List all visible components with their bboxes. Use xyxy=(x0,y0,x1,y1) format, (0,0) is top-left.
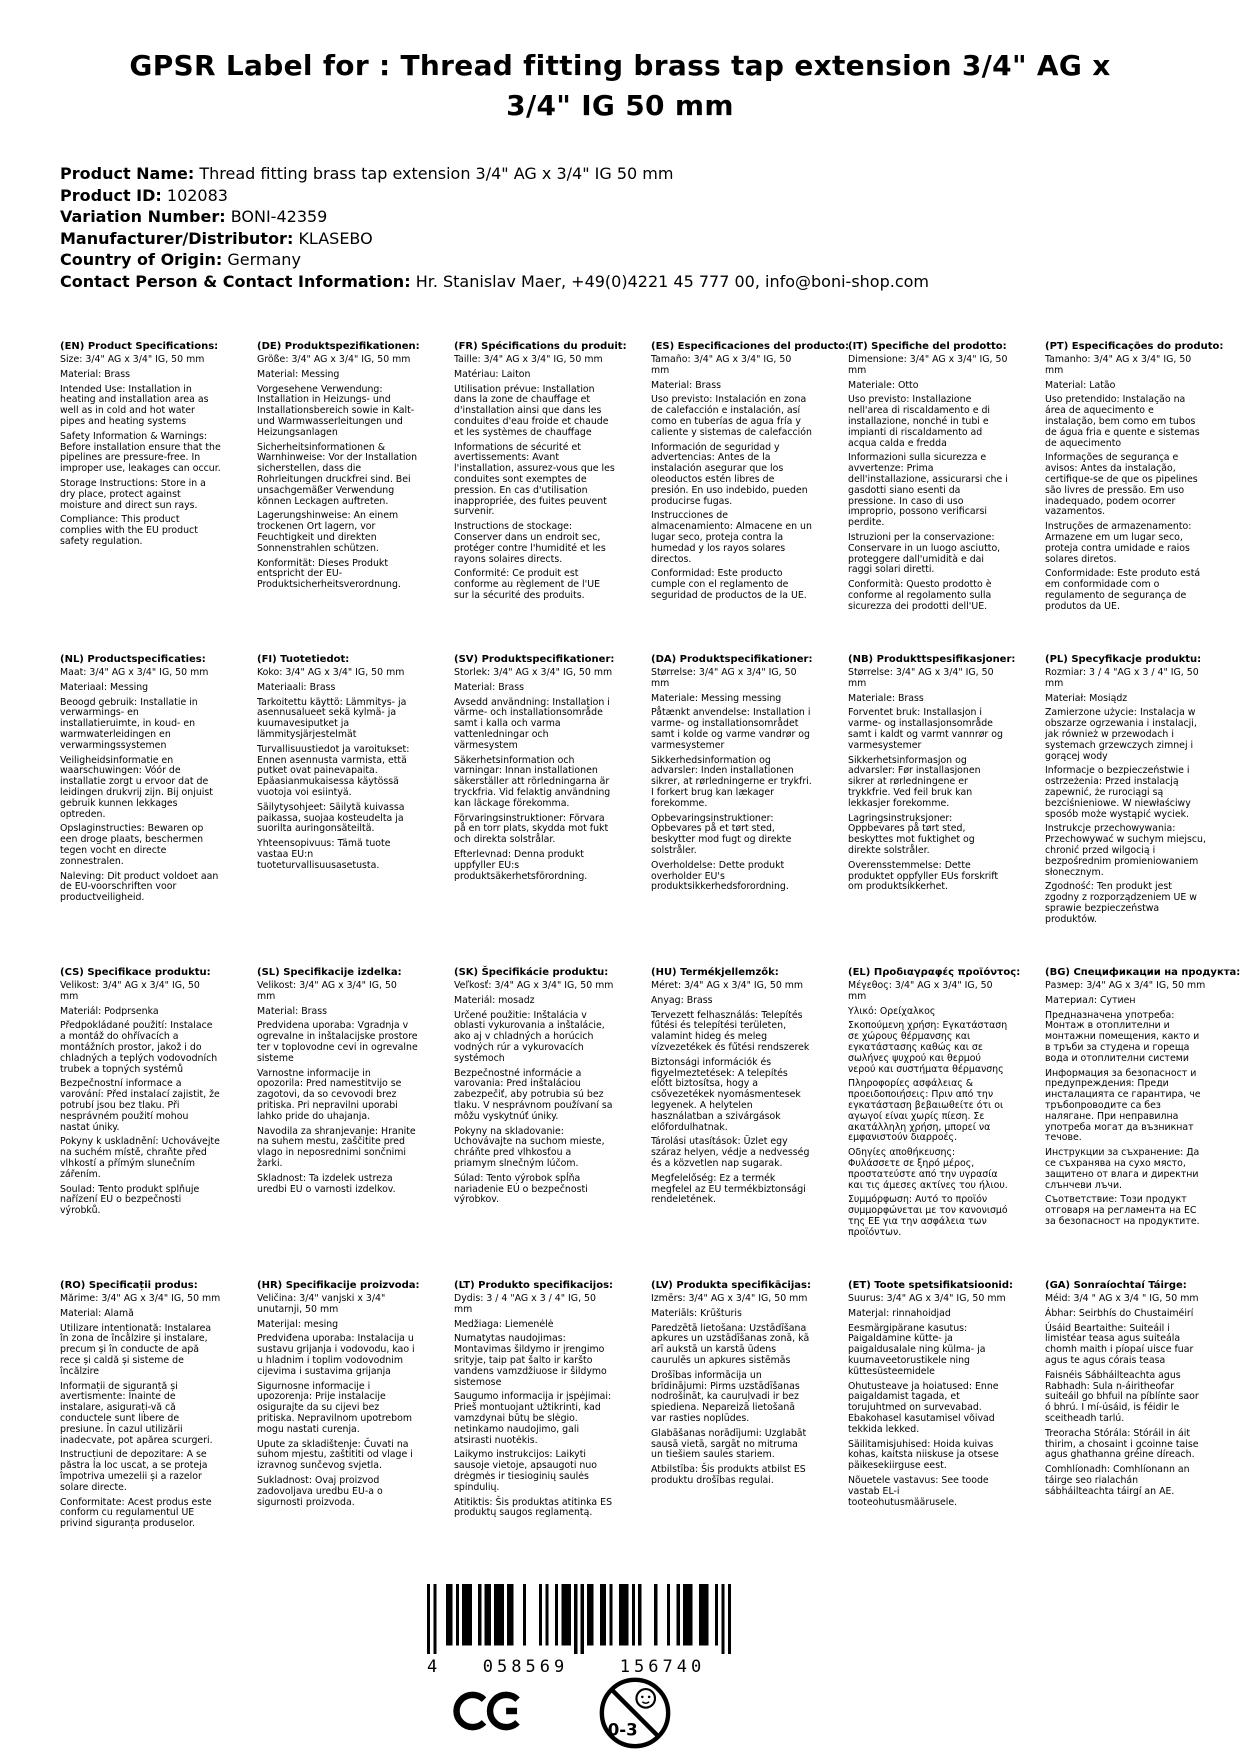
language-paragraph: Συμμόρφωση: Αυτό το προϊόν συμμορφώνεται με τον κανονισμό της ΕΕ για την ασφάλεια των προϊόντων. xyxy=(848,1194,1008,1238)
product-field-label: Contact Person & Contact Information: xyxy=(60,271,411,291)
barcode-digit-system: 4 xyxy=(427,1657,438,1677)
language-paragraph: Materijal: mesing xyxy=(257,1318,339,1330)
language-paragraph: Tárolási utasítások: Üzlet egy száraz helyen, védje a nedvesség és a közvetlen nap sugarak. xyxy=(651,1136,810,1169)
language-block xyxy=(454,654,637,886)
language-paragraph: Konformität: Dieses Produkt entspricht der EU-Produktsicherheitsverordnung. xyxy=(257,557,401,591)
language-paragraph: Pokyny na skladovanie: Uchovávajte na suchom mieste, chráňte pred vlhkosťou a priamym slnečným lúčom. xyxy=(454,1125,605,1169)
language-paragraph: Påtænkt anvendelse: Installation i varme- og installationsområdet samt i kolde og varme vandrør og varmesystemer xyxy=(651,707,811,751)
language-paragraph: Velikost: 3/4" AG x 3/4" IG, 50 mm xyxy=(257,980,397,1002)
language-paragraph: Avsedd användning: Installation i värme- och installationsområde samt i kalla och varma vattenledningar och värmesystem xyxy=(454,696,610,751)
product-field-value: Germany xyxy=(227,250,301,269)
barcode xyxy=(427,1584,731,1677)
language-paragraph: Säilitamisjuhised: Hoida kuivas kohas, kaitsta niiskuse ja otsese päikesekiirguse eest. xyxy=(848,1438,999,1472)
language-heading: (DE) Produktspezifikationen: xyxy=(257,341,420,352)
language-paragraph: Informazioni sulla sicurezza e avvertenze: Prima dell'installazione, assicurarsi che i gasdotti siano esenti da pressione. In caso di uso improprio, possono verificarsi perdite. xyxy=(848,452,1008,529)
language-paragraph: Material: Alamă xyxy=(60,1307,134,1319)
product-field-label: Country of Origin: xyxy=(60,250,223,269)
language-paragraph: Материал: Сутиен xyxy=(1045,994,1136,1006)
language-paragraph: Sikkerhetsinformasjon og advarsler: Før installasjonen sikrer at rørledningene er trykkfrie. Ved feil bruk kan lekkasjer forekomme. xyxy=(848,754,981,809)
language-paragraph: Größe: 3/4" AG x 3/4" IG, 50 mm xyxy=(257,354,411,365)
language-paragraph: Materiale: Brass xyxy=(848,692,924,704)
language-paragraph: Méret: 3/4" AG x 3/4" IG, 50 mm xyxy=(651,980,804,991)
product-field-value: 102083 xyxy=(166,185,228,205)
language-heading: (GA) Sonraíochtaí Táirge: xyxy=(1045,1280,1187,1291)
language-paragraph: Предназначена употреба: Монтаж в отоплителни и монтажни помещения, както и в тръби за студена и гореща вода и отоплителни системи xyxy=(1045,1009,1200,1064)
language-paragraph: Beoogd gebruik: Installatie in verwarmings- en installatieruimte, in koud- en warmwaterleidingen en verwarmingssystemen xyxy=(60,696,198,751)
language-paragraph: Turvallisuustiedot ja varoitukset: Ennen asennusta varmista, että putket ovat painevapaita. Epäasianmukaisessa käytössä vuotoja voi esiintyä. xyxy=(257,743,410,798)
product-field-value: Thread fitting brass tap extension 3/4" AG x 3/4" IG 50 mm xyxy=(199,164,674,183)
language-paragraph: Dydis: 3 / 4 "AG x 3 / 4" IG, 50 mm xyxy=(454,1293,596,1315)
language-paragraph: Dimensione: 3/4" AG x 3/4" IG, 50 mm xyxy=(848,354,1008,376)
language-paragraph: Velikost: 3/4" AG x 3/4" IG, 50 mm xyxy=(60,980,200,1002)
language-block xyxy=(257,341,440,595)
language-paragraph: Zgodność: Ten produkt jest zgodny z rozporządzeniem UE w sprawie bezpieczeństwa produktów. xyxy=(1045,881,1197,925)
language-heading: (ET) Toote spetsifikatsioonid: xyxy=(848,1280,1014,1291)
language-paragraph: Maat: 3/4" AG x 3/4" IG, 50 mm xyxy=(60,667,209,678)
barcode-digit-left-group: 058569 xyxy=(482,1657,569,1677)
language-paragraph: Comhlíonadh: Comhlíonann an táirge seo rialachán sábháilteachta táirgí an AE. xyxy=(1045,1464,1190,1497)
language-paragraph: Intended Use: Installation in heating and installation area as well as in cold and hot water pipes and heating systems xyxy=(60,383,209,427)
language-paragraph: Glabāšanas norādījumi: Uzglabāt sausā vietā, sargāt no mitruma un tiešiem saules stariem. xyxy=(651,1427,807,1461)
language-paragraph: Υλικό: Ορείχαλκος xyxy=(848,1005,936,1017)
language-paragraph: Размер: 3/4" AG x 3/4" IG, 50 mm xyxy=(1045,980,1206,991)
language-heading: (IT) Specifiche del prodotto: xyxy=(848,341,1007,352)
language-paragraph: Material: Messing xyxy=(257,368,340,380)
language-paragraph: Materiale: Messing messing xyxy=(651,692,782,704)
product-field-label: Product ID: xyxy=(60,185,162,205)
language-paragraph: Biztonsági információk és figyelmeztetések: A telepítés előtt biztosítsa, hogy a csővezetékek nyomásmentesek legyenek. A helytelen használatban a szivárgások előfordulhatnak. xyxy=(651,1056,801,1133)
language-paragraph: Overensstemmelse: Dette produktet oppfyller EUs forskrift om produktsikkerhet. xyxy=(848,859,999,893)
language-block xyxy=(257,1280,440,1512)
language-paragraph: Předpokládané použití: Instalace a montáž do ohřívacích a montážních prostor, jakož i do chladných a teplých vodovodních trubek a topných systémů xyxy=(60,1020,218,1075)
language-paragraph: Sikkerhedsinformation og advarsler: Inden installationen sikrer, at rørledningerne er trykfri. I forkert brug kan lækager forekomme. xyxy=(651,754,812,809)
language-block xyxy=(454,341,637,606)
language-paragraph: Matériau: Laiton xyxy=(454,368,531,380)
product-field xyxy=(60,185,1190,207)
language-heading: (EN) Product Specifications: xyxy=(60,341,219,352)
language-paragraph: Storage Instructions: Store in a dry place, protect against moisture and direct sun rays. xyxy=(60,477,206,511)
language-paragraph: Size: 3/4" AG x 3/4" IG, 50 mm xyxy=(60,354,205,365)
language-paragraph: Bezpečnostní informace a varování: Před instalací zajistit, že potrubí jsou bez tlaku. Při nesprávném použití mohou nastat úniky. xyxy=(60,1078,220,1133)
language-paragraph: Πληροφορίες ασφάλειας & προειδοποιήσεις: Πριν από την εγκατάσταση βεβαιωθείτε ότι οι αγωγοί είναι χωρίς πίεση. Σε ακατάλληλη χρήση, μπορεί να εμφανιστούν διαρροές. xyxy=(848,1078,1004,1144)
language-paragraph: Conformitate: Acest produs este conform cu regulamentul UE privind siguranța produselor. xyxy=(60,1496,212,1530)
language-paragraph: Medžiaga: Liemenėlė xyxy=(454,1318,554,1330)
language-heading: (LT) Produkto specifikacijos: xyxy=(454,1280,614,1291)
language-paragraph: Bezpečnostné informácie a varovania: Pred inštaláciou zabezpečiť, aby potrubia sú bez tlaku. V nesprávnom používaní sa môžu vyskytnúť úniky. xyxy=(454,1067,613,1122)
language-paragraph: Efterlevnad: Denna produkt uppfyller EU:s produktsäkerhetsförordning. xyxy=(454,848,588,882)
language-paragraph: Material: Brass xyxy=(257,1005,328,1017)
language-paragraph: Veličina: 3/4" vanjski x 3/4" unutarnji, 50 mm xyxy=(257,1293,386,1315)
language-paragraph: Numatytas naudojimas: Montavimas šildymo ir įrengimo srityje, taip pat šalto ir karšto vandens vamzdžiuose ir šildymo sistemose xyxy=(454,1333,607,1388)
language-paragraph: Instrukcje przechowywania: Przechowywać w suchym miejscu, chronić przed wilgocią i bezpośrednim promieniowaniem słonecznym. xyxy=(1045,823,1206,878)
language-paragraph: Materiaal: Messing xyxy=(60,681,149,693)
language-block xyxy=(848,654,1031,897)
language-paragraph: Material: Brass xyxy=(60,368,131,380)
language-paragraph: Material: Latão xyxy=(1045,379,1116,391)
language-paragraph: Информация за безопасност и предупреждения: Преди инсталацията се гарантира, че тръбопроводите са без налягане. При неправилна употреба могат да възникнат течове. xyxy=(1045,1067,1201,1144)
language-paragraph: Atbilstība: Šis produkts atbilst ES produktu drošības regulai. xyxy=(651,1464,806,1486)
language-paragraph: Lagringsinstruksjoner: Oppbevares på tørt sted, beskyttes mot fuktighet og direkte solstråler. xyxy=(848,812,975,856)
language-paragraph: Uso previsto: Instalación en zona de calefacción e instalación, así como en tuberías de agua fría y caliente y sistemas de calefacción xyxy=(651,394,812,438)
language-paragraph: Säkerhetsinformation och varningar: Innan installationen säkerställer att rörledningarna är tryckfria. Vid felaktig användning kan läckage förekomma. xyxy=(454,754,611,809)
language-paragraph: Predviđena uporaba: Instalacija u sustavu grijanja i vodovodu, kao i u hladnim i toplim vodovodnim cijevima i sustavima grijanja xyxy=(257,1333,415,1377)
language-heading: (ES) Especificaciones del producto: xyxy=(651,341,850,352)
product-field-value: KLASEBO xyxy=(298,228,373,248)
language-block xyxy=(848,967,1031,1243)
language-paragraph: Инструкции за съхранение: Да се съхранява на сухо място, защитено от влага и директни слънчеви лъчи. xyxy=(1045,1147,1200,1191)
language-paragraph: Drošības informācija un brīdinājumi: Pirms uzstādīšanas nodrošināt, ka cauruļvadi ir bez spiediena. Nepareizā lietošanā var rasties noplūdes. xyxy=(651,1369,800,1424)
language-heading: (FI) Tuotetiedot: xyxy=(257,654,350,665)
language-block xyxy=(60,1280,243,1534)
language-paragraph: Méid: 3/4 " AG x 3/4 " IG, 50 mm xyxy=(1045,1293,1199,1304)
language-paragraph: Suurus: 3/4" AG x 3/4" IG, 50 mm xyxy=(848,1293,1006,1304)
language-paragraph: Tervezett felhasználás: Telepítés fűtési és telepítési területen, valamint hideg és meleg vízvezetékek és fűtési rendszerek xyxy=(651,1009,810,1053)
language-paragraph: Instrucciones de almacenamiento: Almacene en un lugar seco, proteja contra la humedad y los rayos solares directos. xyxy=(651,510,812,565)
product-field-value: Hr. Stanislav Maer, +49(0)4221 45 777 00, info@boni-shop.com xyxy=(415,271,929,291)
language-paragraph: Materiál: Podprsenka xyxy=(60,1005,159,1017)
language-paragraph: Zamierzone użycie: Instalacja w obszarze ogrzewania i instalacji, jak również w przewodach i systemach grzewczych zimnej i gorącej wody xyxy=(1045,707,1197,762)
language-paragraph: Utilizare intenționată: Instalarea în zona de încălzire și instalare, precum și în conducte de apă rece și caldă și sisteme de încălzire xyxy=(60,1322,212,1377)
language-paragraph: Uso previsto: Installazione nell'area di riscaldamento e di installazione, nonché in tubi e impianti di riscaldamento ad acqua calda e fredda xyxy=(848,394,990,449)
language-paragraph: Säilytysohjeet: Säilytä kuivassa paikassa, suojaa kosteudelta ja suorilta auringonsäteiltä. xyxy=(257,801,405,835)
product-field xyxy=(60,228,1190,250)
language-heading: (SL) Specifikacije izdelka: xyxy=(257,967,402,978)
language-paragraph: Съответствие: Този продукт отговаря на регламента на ЕС за безопасност на продуктите. xyxy=(1045,1194,1200,1227)
language-block xyxy=(1045,341,1228,617)
product-info xyxy=(60,163,1190,292)
product-field-label: Product Name: xyxy=(60,164,195,183)
language-paragraph: Uso pretendido: Instalação na área de aquecimento e instalação, bem como em tubos de água fria e quente e sistemas de aquecimento xyxy=(1045,394,1200,449)
language-paragraph: Instruções de armazenamento: Armazene em um lugar seco, proteja contra umidade e raios solares diretos. xyxy=(1045,521,1192,565)
product-field xyxy=(60,249,1190,271)
product-field xyxy=(60,206,1190,228)
language-paragraph: Vorgesehene Verwendung: Installation in Heizungs- und Installationsbereich sowie in Kalt- und Warmwasserleitungen und Heizungsanlagen xyxy=(257,383,415,438)
language-paragraph: Materjal: rinnahoidjad xyxy=(848,1307,951,1319)
language-paragraph: Compliance: This product complies with the EU product safety regulation. xyxy=(60,514,198,547)
language-paragraph: Safety Information & Warnings: Before installation ensure that the pipelines are pressure-free. In improper use, leakages can occur. xyxy=(60,430,221,475)
language-paragraph: Informations de sécurité et avertissements: Avant l'installation, assurez-vous que les conduites sont exemptes de pression. En cas d'utilisation inappropriée, des fuites peuvent survenir. xyxy=(454,441,615,518)
language-paragraph: Ohutusteave ja hoiatused: Enne paigaldamist tagada, et torujuhtmed on survevabad. Ebakohasel kasutamisel võivad tekkida lekked. xyxy=(848,1380,999,1435)
language-paragraph: Laikymo instrukcijos: Laikyti sausoje vietoje, apsaugoti nuo drėgmės ir tiesioginių saulės spindulių. xyxy=(454,1449,598,1493)
language-paragraph: Sicherheitsinformationen & Warnhinweise: Vor der Installation sicherstellen, dass die Rohrleitungen druckfrei sind. Bei unsachgemäßer Verwendung können Leckagen auftreten. xyxy=(257,441,418,507)
language-paragraph: Utilisation prévue: Installation dans la zone de chauffage et d'installation ainsi que dans les conduites d'eau froide et chaude et les systèmes de chauffage xyxy=(454,383,609,438)
language-paragraph: Lagerungshinweise: An einem trockenen Ort lagern, vor Feuchtigkeit und direkten Sonnenstrahlen schützen. xyxy=(257,510,399,554)
language-paragraph: Atitiktis: Šis produktas atitinka ES produktų saugos reglamentą. xyxy=(454,1496,613,1519)
language-block xyxy=(1045,967,1241,1232)
language-block xyxy=(257,654,440,876)
language-paragraph: Sigurnosne informacije i upozorenja: Prije instalacije osigurajte da su cijevi bez pritiska. Nepravilnom upotrebom mogu nastati curenja. xyxy=(257,1380,412,1435)
language-grid xyxy=(60,341,1241,1593)
language-paragraph: Instrucțiuni de depozitare: A se păstra la loc uscat, a se proteja împotriva umezelii și a razelor solare directe. xyxy=(60,1449,208,1493)
language-paragraph: Materiál: mosadz xyxy=(454,994,535,1006)
language-heading: (LV) Produkta specifikācijas: xyxy=(651,1280,811,1291)
language-paragraph: Úsáid Beartaithe: Suiteáil i limistéar teasa agus suiteála chomh maith i píopaí uisce fuar agus te agus córais teasa xyxy=(1045,1322,1194,1366)
language-paragraph: Informacje o bezpieczeństwie i ostrzeżenia: Przed instalacją zapewnić, że rurociągi są bezciśnieniowe. W niewłaściwy sposób może wystąpić wyciek. xyxy=(1045,765,1191,820)
language-heading: (SV) Produktspecifikationer: xyxy=(454,654,615,665)
language-block xyxy=(848,341,1031,617)
language-paragraph: Varnostne informacije in opozorila: Pred namestitvijo se zagotovi, da so cevovodi brez pritiska. Pri nepravilni uporabi lahko pride do uhajanja. xyxy=(257,1067,402,1122)
language-paragraph: Eesmärgipärane kasutus: Paigaldamine kütte- ja paigaldusalale ning külma- ja kuumaveetorustikele ning küttesüsteemidele xyxy=(848,1322,986,1377)
age-warning-label: 0-3 xyxy=(607,1720,638,1740)
language-paragraph: Informações de segurança e avisos: Antes da instalação, certifique-se de que os pipelines são livres de pressão. Em uso inadequado, podem ocorrer vazamentos. xyxy=(1045,452,1198,518)
language-paragraph: Tamanho: 3/4" AG x 3/4" IG, 50 mm xyxy=(1045,354,1192,376)
language-paragraph: Tarkoitettu käyttö: Lämmitys- ja asennusalueet sekä kylmä- ja kuumavesiputket ja lämmitysjärjestelmät xyxy=(257,696,407,740)
language-paragraph: Materiaali: Brass xyxy=(257,681,336,693)
language-paragraph: Nõuetele vastavus: See toode vastab EL-i tooteohutusmäärusele. xyxy=(848,1474,989,1508)
language-paragraph: Navodila za shranjevanje: Hranite na suhem mestu, zaščitite pred vlago in neposrednimi sončnimi žarki. xyxy=(257,1125,416,1169)
product-field-label: Manufacturer/Distributor: xyxy=(60,228,294,248)
language-paragraph: Izmērs: 3/4" AG x 3/4" IG, 50 mm xyxy=(651,1293,808,1304)
product-field-label: Variation Number: xyxy=(60,207,226,226)
language-paragraph: Taille: 3/4" AG x 3/4" IG, 50 mm xyxy=(454,354,603,365)
language-paragraph: Sukladnost: Ovaj proizvod zadovoljava uredbu EU-a o sigurnosti proizvoda. xyxy=(257,1474,383,1508)
language-paragraph: Størrelse: 3/4" AG x 3/4" IG, 50 mm xyxy=(848,667,994,689)
language-paragraph: Μέγεθος: 3/4" AG x 3/4" IG, 50 mm xyxy=(848,980,993,1002)
language-paragraph: Súlad: Tento výrobok spĺňa nariadenie EÚ o bezpečnosti výrobkov. xyxy=(454,1172,588,1206)
language-block xyxy=(1045,654,1228,930)
language-paragraph: Koko: 3/4" AG x 3/4" IG, 50 mm xyxy=(257,667,405,678)
language-paragraph: Soulad: Tento produkt splňuje nařízení EU o bezpečnosti výrobků. xyxy=(60,1183,200,1217)
language-block xyxy=(651,654,834,897)
language-paragraph: Förvaringsinstruktioner: Förvara på en torr plats, skydda mot fukt och direkta solstrålar. xyxy=(454,812,609,846)
language-paragraph: Materiał: Mosiądz xyxy=(1045,692,1128,704)
language-paragraph: Rozmiar: 3 / 4 "AG x 3 / 4" IG, 50 mm xyxy=(1045,667,1199,689)
language-paragraph: Overholdelse: Dette produkt overholder EU's produktsikkerhedsforordning. xyxy=(651,859,789,893)
language-block xyxy=(651,341,850,606)
language-paragraph: Conformidade: Este produto está em conformidade com o regulamento de segurança de produtos da UE. xyxy=(1045,568,1201,612)
language-paragraph: Conformidad: Este producto cumple con el reglamento de seguridad de productos de la UE. xyxy=(651,568,807,601)
language-paragraph: Upute za skladištenje: Čuvati na suhom mjestu, zaštititi od vlage i izravnog sunčevog svjetla. xyxy=(257,1438,413,1472)
language-paragraph: Οδηγίες αποθήκευσης: Φυλάσσετε σε ξηρό μέρος, προστατεύστε από την υγρασία και τις άμεσες ακτίνες του ήλιου. xyxy=(848,1147,1008,1191)
language-paragraph: Material: Brass xyxy=(651,379,722,391)
language-block xyxy=(60,654,243,908)
ce-mark-icon xyxy=(452,1690,528,1732)
barcode-digit-right-group: 156740 xyxy=(619,1657,706,1677)
language-paragraph: Skladnost: Ta izdelek ustreza uredbi EU o varnosti izdelkov. xyxy=(257,1172,396,1195)
language-paragraph: Paredzētā lietošana: Uzstādīšana apkures un uzstādīšanas zonā, kā arī aukstā un karstā ūdens caurulēs un apkures sistēmās xyxy=(651,1322,810,1366)
language-paragraph: Material: Brass xyxy=(454,681,525,693)
language-paragraph: Faisnéis Sábháilteachta agus Rabhadh: Sula n-áiritheofar suiteáil go bhfuil na píblínte saor ó bhrú. I mí-úsáid, is féidir le sceitheadh tarlú. xyxy=(1045,1369,1199,1424)
language-heading: (PL) Specyfikacje produktu: xyxy=(1045,654,1202,665)
language-paragraph: Istruzioni per la conservazione: Conservare in un luogo asciutto, proteggere dall'umidità e dai raggi solari diretti. xyxy=(848,531,1001,576)
language-paragraph: Pokyny k uskladnění: Uchovávejte na suchém místě, chraňte před vlhkostí a přímým slunečním zářením. xyxy=(60,1136,220,1180)
product-field xyxy=(60,163,1190,185)
language-paragraph: Mărime: 3/4" AG x 3/4" IG, 50 mm xyxy=(60,1293,221,1304)
language-paragraph: Størrelse: 3/4" AG x 3/4" IG, 50 mm xyxy=(651,667,797,689)
language-paragraph: Materiale: Otto xyxy=(848,379,919,391)
language-paragraph: Treoracha Stórála: Stóráil in áit thirim, a chosaint i gcoinne taise agus ghathanna gréine díreach. xyxy=(1045,1427,1199,1461)
language-paragraph: Veiligheidsinformatie en waarschuwingen: Vóór de installatie zorgt u ervoor dat de leidingen drukvrij zijn. Bij onjuist gebruik kunnen lekkages optreden. xyxy=(60,754,213,820)
language-paragraph: Predvidena uporaba: Vgradnja v ogrevalne in inštalacijske prostore ter v toplovodne cevi in ogrevalne sisteme xyxy=(257,1020,418,1064)
language-paragraph: Forventet bruk: Installasjon i varme- og installasjonsområde samt i kaldt og varmt vannrør og varmesystemer xyxy=(848,707,1003,751)
language-heading: (DA) Produktspecifikationer: xyxy=(651,654,813,665)
barcode-bars-icon xyxy=(427,1584,731,1654)
language-heading: (HR) Specifikacije proizvoda: xyxy=(257,1280,420,1291)
language-paragraph: Conformità: Questo prodotto è conforme al regolamento sulla sicurezza dei prodotti dell'UE. xyxy=(848,579,992,612)
language-heading: (NB) Produkttspesifikasjoner: xyxy=(848,654,1016,665)
product-field-value: BONI-42359 xyxy=(230,207,328,226)
language-paragraph: Ábhar: Seirbhís do Chustaiméirí xyxy=(1045,1307,1194,1319)
language-heading: (EL) Προδιαγραφές προϊόντος: xyxy=(848,967,1021,978)
page-title: GPSR Label for : Thread fitting brass tap extension 3/4" AG x 3/4" IG 50 mm xyxy=(129,49,1111,122)
language-heading: (FR) Spécifications du produit: xyxy=(454,341,627,352)
language-paragraph: Información de seguridad y advertencias: Antes de la instalación asegurar que los oleoductos estén libres de presión. En uso indebido, pueden producirse fugas. xyxy=(651,441,808,507)
language-paragraph: Instructions de stockage: Conserver dans un endroit sec, protéger contre l'humidité et les rayons solaires directs. xyxy=(454,521,606,565)
language-block xyxy=(257,967,440,1199)
language-heading: (PT) Especificações do produto: xyxy=(1045,341,1224,352)
language-paragraph: Saugumo informacija ir įspėjimai: Prieš montuojant užtikrinti, kad vamzdynai būtų be slėgio. netinkamo naudojimo, gali atsirasti nuotėkis. xyxy=(454,1391,612,1446)
language-heading: (SK) Špecifikácie produktu: xyxy=(454,967,609,978)
language-paragraph: Veľkosť: 3/4" AG x 3/4" IG, 50 mm xyxy=(454,980,614,991)
language-paragraph: Conformité: Ce produit est conforme au règlement de l'UE sur la sécurité des produits. xyxy=(454,568,601,601)
language-heading: (BG) Спецификации на продукта: xyxy=(1045,967,1241,978)
language-block xyxy=(60,341,243,552)
product-field xyxy=(60,271,1190,293)
language-heading: (HU) Termékjellemzők: xyxy=(651,967,779,978)
language-block xyxy=(848,1280,1031,1512)
language-paragraph: Opslaginstructies: Bewaren op een droge plaats, beschermen tegen vocht en directe zonnestralen. xyxy=(60,823,204,867)
language-paragraph: Určené použitie: Inštalácia v oblasti vykurovania a inštalácie, ako aj v chladných a horúcich vodných rúr a vykurovacích systémoch xyxy=(454,1009,605,1064)
language-paragraph: Σκοπούμενη χρήση: Εγκατάσταση σε χώρους θέρμανσης και εγκατάστασης καθώς και σε σωλήνες ψυχρού και θερμού νερού και συστήματα θέρμανσης xyxy=(848,1020,1008,1075)
language-heading: (CS) Specifikace produktu: xyxy=(60,967,211,978)
language-block xyxy=(651,967,834,1210)
language-paragraph: Opbevaringsinstruktioner: Opbevares på et tørt sted, beskytter mod fugt og direkte solstråler. xyxy=(651,812,792,856)
language-heading: (RO) Specificații produs: xyxy=(60,1280,198,1291)
language-block xyxy=(454,1280,637,1523)
language-block xyxy=(60,967,243,1221)
language-block xyxy=(454,967,637,1210)
language-paragraph: Storlek: 3/4" AG x 3/4" IG, 50 mm xyxy=(454,667,613,678)
language-paragraph: Megfelelőség: Ez a termék megfelel az EU termékbiztonsági rendeletének. xyxy=(651,1172,806,1206)
language-paragraph: Informații de siguranță și avertismente: Înainte de instalare, asigurați-vă că conductele sunt libere de presiune. În cazul utilizării inadecvate, pot apărea scurgeri. xyxy=(60,1380,213,1446)
language-paragraph: Yhteensopivuus: Tämä tuote vastaa EU:n tuoteturvallisuusasetusta. xyxy=(257,838,391,871)
language-paragraph: Naleving: Dit product voldoet aan de EU-voorschriften voor productveiligheid. xyxy=(60,870,219,904)
age-warning-0-3-icon xyxy=(596,1674,674,1752)
language-paragraph: Materiāls: Krūšturis xyxy=(651,1307,742,1319)
language-heading: (NL) Productspecificaties: xyxy=(60,654,206,665)
language-block xyxy=(1045,1280,1228,1502)
language-paragraph: Tamaño: 3/4" AG x 3/4" IG, 50 mm xyxy=(651,354,792,376)
language-paragraph: Anyag: Brass xyxy=(651,994,713,1006)
barcode-digits xyxy=(427,1657,731,1677)
language-block xyxy=(651,1280,834,1491)
